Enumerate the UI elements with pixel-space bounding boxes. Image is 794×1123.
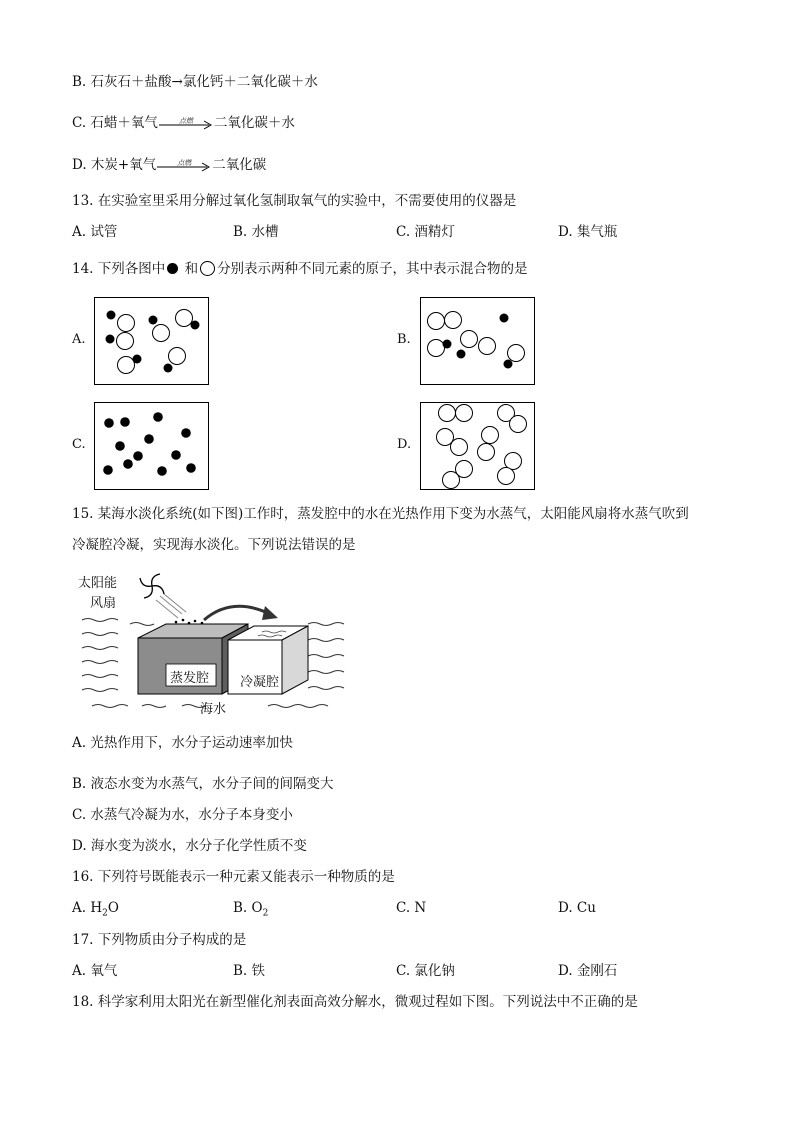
q16-option-a bbox=[72, 898, 119, 924]
q13-option-d: D. 集气瓶 bbox=[558, 224, 618, 240]
condition-arrow bbox=[159, 117, 213, 131]
arrow-icon bbox=[157, 162, 211, 172]
q13-option-c: C. 酒精灯 bbox=[396, 224, 455, 240]
q14-label-a: A. bbox=[72, 332, 86, 347]
fan-label-1: 太阳能 bbox=[78, 576, 118, 591]
q14-box-b bbox=[420, 297, 535, 385]
q17-option-d: D. 金刚石 bbox=[558, 963, 618, 979]
q15-option-d: D. 海水变为淡水，水分子化学性质不变 bbox=[72, 838, 307, 854]
seawater-label: 海水 bbox=[200, 702, 227, 717]
q16-stem: 16. 下列符号既能表示一种元素又能表示一种物质的是 bbox=[72, 869, 395, 885]
evaporation-chamber-label: 蒸发腔 bbox=[170, 671, 210, 686]
arrow-icon bbox=[159, 120, 213, 130]
q15-stem-line2: 冷凝腔冷凝，实现海水淡化。下列说法错误的是 bbox=[72, 537, 356, 553]
q16-option-d: D. Cu bbox=[558, 900, 596, 916]
molecule-diagram-c bbox=[95, 403, 208, 489]
q16-option-b-sub: 2 bbox=[262, 908, 269, 919]
q17-stem: 17. 下列物质由分子构成的是 bbox=[72, 932, 247, 948]
q13-option-a: A. 试管 bbox=[72, 224, 118, 240]
q16-option-b bbox=[233, 898, 268, 924]
desalination-figure bbox=[72, 566, 352, 724]
condition-arrow bbox=[157, 159, 211, 173]
q14-stem-b: 和 bbox=[184, 261, 199, 277]
q12-option-b: B. 石灰石＋盐酸→氯化钙＋二氧化碳＋水 bbox=[72, 74, 318, 90]
condensation-chamber-label: 冷凝腔 bbox=[240, 675, 280, 690]
condition-label: 点燃 bbox=[178, 116, 193, 125]
q12-option-c-left: C. 石蜡＋氧气 bbox=[72, 115, 158, 131]
q12-option-c bbox=[72, 113, 295, 133]
q16-option-c: C. N bbox=[396, 900, 427, 916]
molecule-diagram-d bbox=[421, 403, 534, 489]
q14-label-b: B. bbox=[397, 332, 411, 347]
q15-option-b: B. 液态水变为水蒸气，水分子间的间隔变大 bbox=[72, 776, 334, 792]
fan-label-2: 风扇 bbox=[90, 596, 117, 611]
q14-stem-c: 分别表示两种不同元素的原子，其中表示混合物的是 bbox=[217, 261, 528, 277]
q12-option-d-left: D. 木炭+氧气 bbox=[72, 157, 157, 173]
q12-option-d-right: 二氧化碳 bbox=[212, 157, 267, 173]
q14-box-c bbox=[94, 402, 209, 490]
q17-option-a: A. 氧气 bbox=[72, 963, 118, 979]
white-atom-icon bbox=[200, 261, 215, 276]
q14-stem-a: 14. 下列各图中 bbox=[72, 261, 166, 277]
molecule-diagram-a bbox=[95, 298, 208, 384]
molecule-diagram-b bbox=[421, 298, 534, 384]
q14-box-d bbox=[420, 402, 535, 490]
q14-label-d: D. bbox=[397, 437, 412, 452]
q17-option-c: C. 氯化钠 bbox=[396, 963, 455, 979]
condition-label: 点燃 bbox=[177, 158, 192, 167]
q15-stem-line1: 15. 某海水淡化系统(如下图)工作时，蒸发腔中的水在光热作用下变为水蒸气，太阳能风扇将水蒸气吹到 bbox=[72, 506, 689, 522]
q14-label-c: C. bbox=[72, 437, 86, 452]
q13-option-b: B. 水槽 bbox=[233, 224, 279, 240]
q14-box-a bbox=[94, 297, 209, 385]
q12-option-d bbox=[72, 155, 266, 175]
q16-option-a-sub: 2 bbox=[102, 908, 108, 919]
q13-stem: 13. 在实验室里采用分解过氧化氢制取氧气的实验中，不需要使用的仪器是 bbox=[72, 193, 517, 209]
q12-option-c-right: 二氧化碳＋水 bbox=[213, 115, 295, 131]
q15-option-c: C. 水蒸气冷凝为水，水分子本身变小 bbox=[72, 807, 293, 823]
black-atom-icon bbox=[167, 263, 178, 274]
q16-option-a-post: O bbox=[107, 900, 119, 916]
q16-option-a-pre: A. H bbox=[72, 900, 103, 916]
q18-stem: 18. 科学家利用太阳光在新型催化剂表面高效分解水，微观过程如下图。下列说法中不正确的是 bbox=[72, 994, 638, 1010]
fan-icon bbox=[140, 574, 164, 598]
q16-option-b-pre: B. O bbox=[233, 900, 263, 916]
q15-option-a: A. 光热作用下，水分子运动速率加快 bbox=[72, 735, 293, 751]
q14-stem bbox=[72, 259, 528, 279]
q17-option-b: B. 铁 bbox=[233, 963, 266, 979]
